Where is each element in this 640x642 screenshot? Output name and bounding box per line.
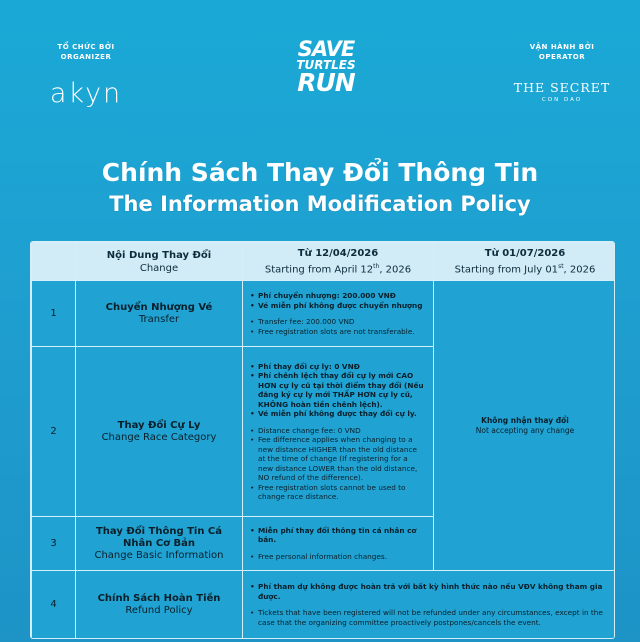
row-number: 4	[32, 571, 76, 639]
operator-label-vi: VẬN HÀNH BỞI	[529, 43, 595, 51]
table-header-row	[32, 243, 616, 281]
no-change-vi: Không nhận thay đổi	[481, 415, 569, 425]
page-title-en: The Information Modification Policy	[109, 192, 531, 216]
save-turtles-run-logo	[286, 37, 366, 98]
header	[0, 0, 640, 150]
header-change-cell	[76, 243, 243, 281]
row-detail	[243, 571, 616, 639]
header-period2-en: Starting from July 01st, 2026	[454, 262, 596, 276]
topic-en: Transfer	[138, 313, 180, 325]
organizer-label-vi: TỔ CHỨC BỞI	[57, 43, 115, 51]
operator-block	[506, 42, 618, 103]
topic-en: Refund Policy	[125, 604, 193, 616]
detail-vi-item: • Vé miễn phí không được thay đổi cự ly.	[249, 409, 425, 419]
detail-vi-item: • Vé miễn phí không được chuyển nhượng	[249, 301, 425, 311]
header-change-vi: Nội Dung Thay Đổi	[106, 249, 212, 261]
row-detail	[243, 517, 434, 571]
row-number: 3	[32, 517, 76, 571]
organizer-label-en: ORGANIZER	[60, 53, 112, 61]
row-topic	[76, 571, 243, 639]
header-period2-vi: Từ 01/07/2026	[484, 247, 566, 259]
row-topic	[76, 281, 243, 347]
the-secret-logo-sub: CON DAO	[541, 97, 583, 103]
operator-label-en: OPERATOR	[538, 53, 586, 61]
policy-table	[30, 241, 615, 639]
the-secret-logo: THE SECRET	[513, 80, 611, 95]
event-logo-line2: TURTLES	[296, 57, 356, 72]
detail-en-item: • Distance change fee: 0 VND	[249, 426, 425, 436]
detail-vi-item: • Phí chuyển nhượng: 200.000 VNĐ	[249, 291, 425, 301]
row-number: 1	[32, 281, 76, 347]
page-title-vi: Chính Sách Thay Đổi Thông Tin	[101, 158, 539, 187]
row-topic	[76, 517, 243, 571]
detail-vi-item: • Phí chênh lệch thay đổi cự ly mới CAO HƠN cự ly cũ tại thời điểm thay đổi (Nếu đăng ký cự ly mới THẤP HƠN cự ly cũ, KHÔNG hoàn tiền chênh lệch).	[249, 371, 425, 409]
detail-en-item: • Free personal information changes.	[249, 552, 425, 562]
detail-vi-item: • Phí tham dự không được hoàn trả với bất kỳ hình thức nào nếu VĐV không tham gia được.	[249, 582, 608, 601]
header-change-en: Change	[139, 262, 179, 274]
table-row	[32, 571, 616, 639]
detail-en-item: • Fee difference applies when changing to a new distance HIGHER than the old distance at the time of change (If registering for a new distance LOWER than the old distance, NO refund of the difference).	[249, 435, 425, 483]
topic-en: Change Race Category	[101, 431, 217, 443]
detail-en-item: • Transfer fee: 200.000 VND	[249, 317, 425, 327]
topic-vi: Chuyển Nhượng Vé	[105, 301, 213, 313]
table-row	[32, 281, 616, 347]
organizer-block	[38, 42, 134, 109]
event-logo-line3: RUN	[297, 68, 355, 98]
detail-vi-item: • Miễn phí thay đổi thông tin cá nhân cơ bản.	[249, 526, 425, 545]
header-num-cell	[32, 243, 76, 281]
akyn-logo: akyn	[49, 78, 123, 109]
detail-en-item: • Free registration slots cannot be used to change race distance.	[249, 483, 425, 502]
header-period1-en: Starting from April 12th, 2026	[264, 262, 412, 276]
row-detail	[243, 281, 434, 347]
period2-no-change-cell	[434, 281, 616, 571]
topic-vi: Thay Đổi Cự Ly	[117, 419, 201, 431]
no-change-en: Not accepting any change	[475, 425, 575, 435]
row-number: 2	[32, 347, 76, 517]
detail-vi-item: • Phí thay đổi cự ly: 0 VNĐ	[249, 362, 425, 372]
header-period2-cell	[434, 243, 616, 281]
topic-vi: Chính Sách Hoàn Tiền	[97, 592, 221, 604]
topic-vi: Thay Đổi Thông Tin Cá Nhân Cơ Bản	[95, 525, 223, 549]
event-logo-line1: SAVE	[297, 37, 355, 61]
header-period1-vi: Từ 12/04/2026	[297, 247, 379, 259]
row-topic	[76, 347, 243, 517]
header-period1-cell	[243, 243, 434, 281]
topic-en: Change Basic Information	[94, 549, 224, 561]
detail-en-item: • Tickets that have been registered will not be refunded under any circumstances, except in the case that the organizing committee proactively postpones/cancels the event.	[249, 608, 608, 627]
row-detail	[243, 347, 434, 517]
detail-en-item: • Free registration slots are not transferable.	[249, 327, 425, 337]
